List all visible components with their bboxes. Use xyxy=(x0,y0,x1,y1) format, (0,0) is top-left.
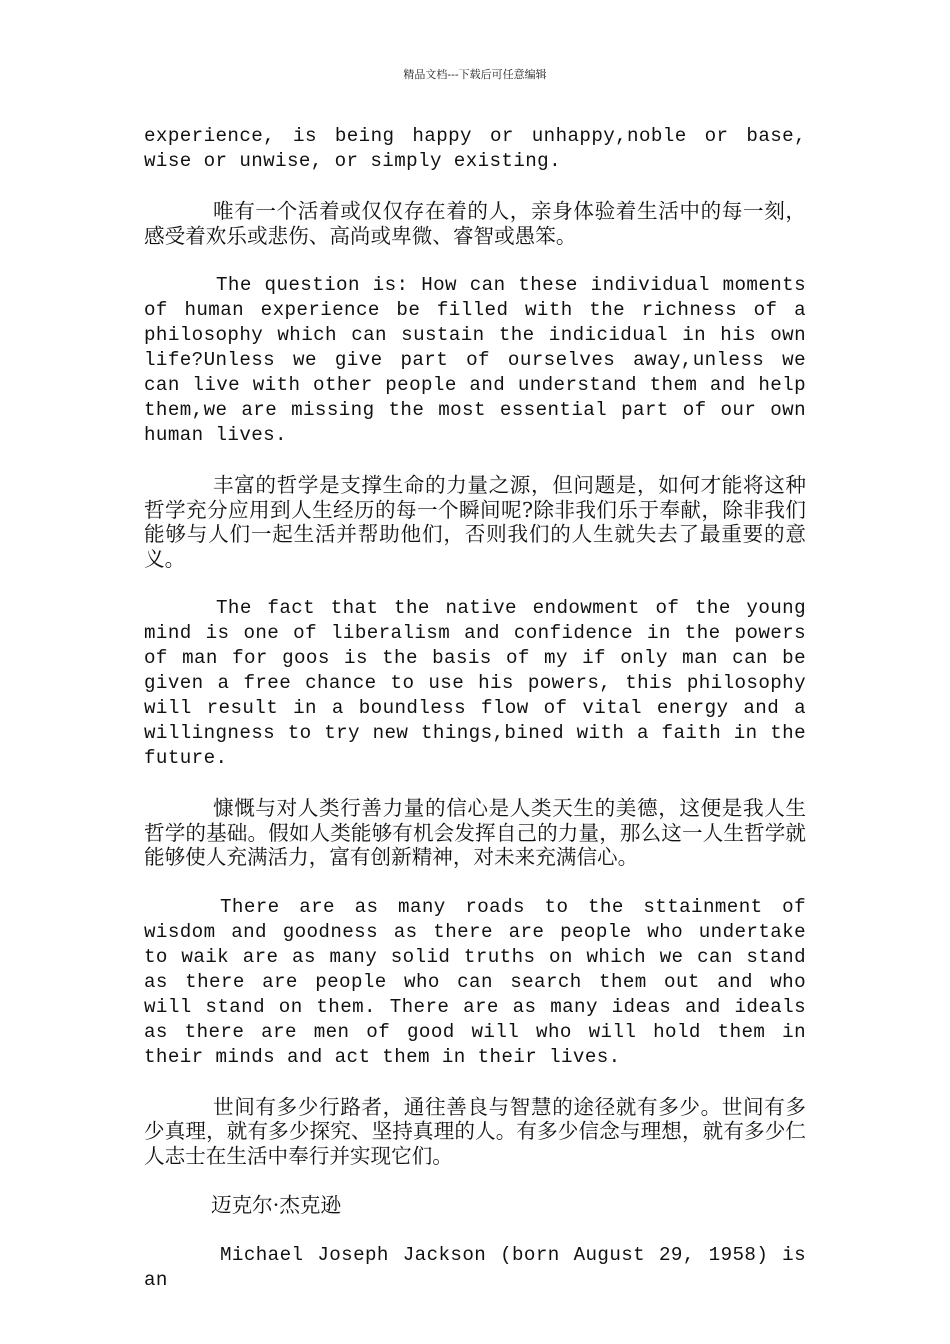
paragraph-chinese-translation: 丰富的哲学是支撑生命的力量之源，但问题是，如何才能将这种哲学充分应用到人生经历的每一个瞬间呢?除非我们乐于奉献，除非我们能够与人们一起生活并帮助他们，否则我们的人生就失去了最重要的意义。 xyxy=(144,473,806,571)
paragraph-chinese-translation: 唯有一个活着或仅仅存在着的人，亲身体验着生活中的每一刻，感受着欢乐或悲伤、高尚或卑微、睿智或愚笨。 xyxy=(144,199,806,248)
paragraph-english-continuation: experience, is being happy or unhappy,noble or base, wise or unwise, or simply existing. xyxy=(144,125,806,172)
page-header: 精品文档---下载后可任意编辑 xyxy=(403,68,547,81)
paragraph-english: There are as many roads to the sttainment of wisdom and goodness as there are people who undertake to waik are as many solid truths on which we can stand as there are people who can search them out and who will stand on them. There are as many ideas and ideals as there are men of good will who will hold them in their minds and act them in their lives. xyxy=(144,895,806,1068)
paragraph-english-biography: Michael Joseph Jackson (born August 29, 1958) is an xyxy=(144,1243,806,1291)
document-body xyxy=(144,124,806,1318)
paragraph-english: The fact that the native endowment of the young mind is one of liberalism and confidence in the powers of man for goos is the basis of my if only man can be given a free chance to use his powers, this philosophy will result in a boundless flow of vital energy and a willingness to try new things,bined with a faith in the future. xyxy=(144,597,806,769)
paragraph-chinese-translation: 慷慨与对人类行善力量的信心是人类天生的美德，这便是我人生哲学的基础。假如人类能够有机会发挥自己的力量，那么这一人生哲学就能够使人充满活力，富有创新精神，对未来充满信心。 xyxy=(144,796,806,869)
section-heading-name: 迈克尔·杰克逊 xyxy=(211,1193,342,1217)
paragraph-english: The question is: How can these individual moments of human experience be filled with the richness of a philosophy which can sustain the indicidual in his own life?Unless we give part of ourselves away,unless we can live with other people and understand them and help them,we are missing the most essential part of our own human lives. xyxy=(144,274,806,446)
paragraph-chinese-translation: 世间有多少行路者，通往善良与智慧的途径就有多少。世间有多少真理，就有多少探究、坚持真理的人。有多少信念与理想，就有多少仁人志士在生活中奉行并实现它们。 xyxy=(144,1094,806,1168)
